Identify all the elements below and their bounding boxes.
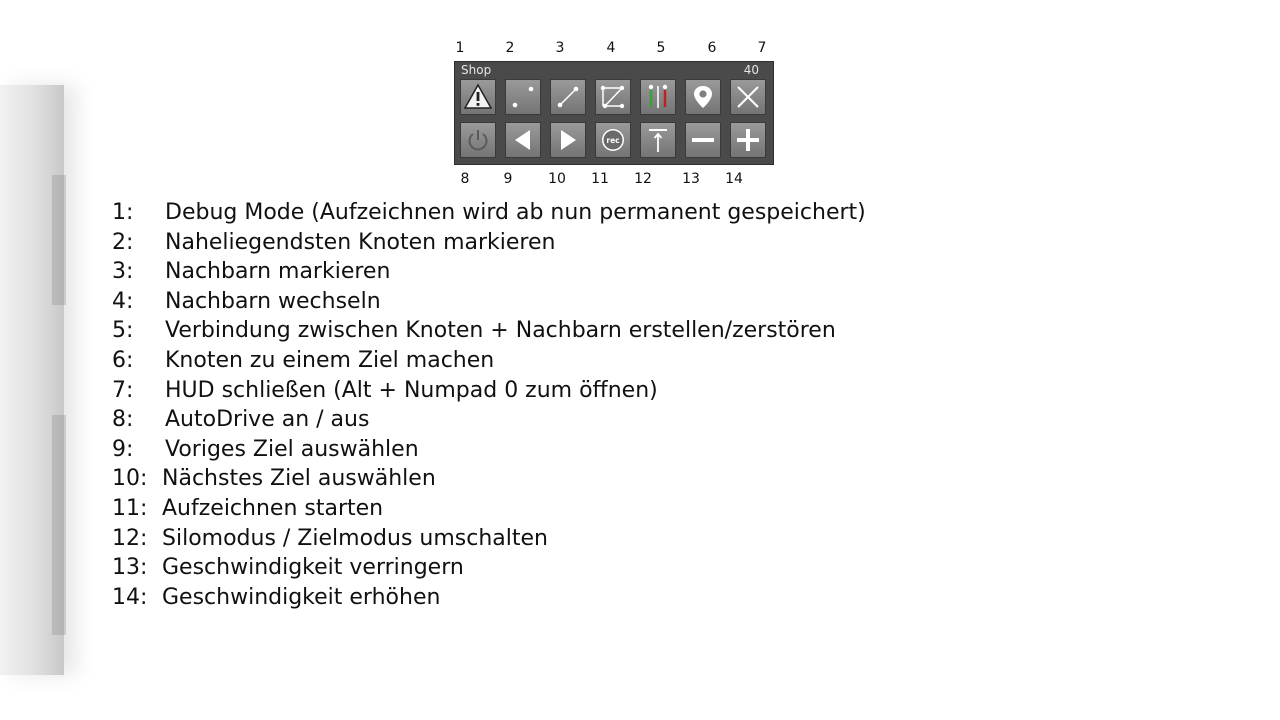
- legend-number: 6:: [112, 347, 134, 373]
- next-destination-button[interactable]: [550, 122, 586, 158]
- start-recording-button[interactable]: [595, 122, 631, 158]
- legend-number: 10:: [112, 466, 148, 492]
- legend-text: Silomodus / Zielmodus umschalten: [162, 525, 548, 551]
- legend-item: [112, 257, 866, 287]
- legend-text: Nächstes Ziel auswählen: [162, 466, 436, 492]
- background-blur: [0, 85, 64, 675]
- silo-mode-toggle-button[interactable]: [640, 122, 676, 158]
- legend-item: [112, 376, 866, 406]
- plus-icon: [733, 125, 763, 155]
- legend-text: Nachbarn wechseln: [165, 288, 381, 314]
- legend-text: Debug Mode (Aufzeichnen wird ab nun permanent gespeichert): [165, 200, 866, 225]
- hud-speed: 40: [743, 63, 759, 77]
- hud-number-13: 13: [682, 171, 700, 187]
- hud-number-6: 6: [707, 40, 717, 56]
- hud-number-4: 4: [606, 40, 616, 56]
- record-icon: [598, 125, 628, 155]
- increase-speed-button[interactable]: [730, 122, 766, 158]
- hud-diagram: [440, 36, 790, 192]
- legend-number: 9:: [112, 436, 134, 462]
- previous-destination-button[interactable]: [505, 122, 541, 158]
- legend-text: Knoten zu einem Ziel machen: [165, 347, 495, 373]
- hud-number-12: 12: [634, 171, 652, 187]
- map-marker-icon: [688, 82, 718, 112]
- legend-number: 3:: [112, 259, 134, 285]
- legend-item: [112, 316, 866, 346]
- legend-text: Verbindung zwischen Knoten + Nachbarn erstellen/zerstören: [165, 318, 836, 344]
- legend-item: [112, 405, 866, 435]
- switch-neighbors-button[interactable]: [595, 79, 631, 115]
- make-destination-button[interactable]: [685, 79, 721, 115]
- hud-number-8: 8: [460, 171, 470, 187]
- hud-number-10: 10: [548, 171, 566, 187]
- legend-item: [112, 228, 866, 258]
- hud-number-3: 3: [555, 40, 565, 56]
- legend-text: Aufzeichnen starten: [162, 495, 384, 521]
- hud-number-7: 7: [757, 40, 767, 56]
- legend-list: [112, 198, 866, 612]
- legend-number: 14:: [112, 584, 148, 610]
- legend-number: 5:: [112, 318, 134, 344]
- legend-number: 13:: [112, 555, 148, 581]
- legend-number: 1:: [112, 200, 134, 225]
- autodrive-toggle-button[interactable]: [460, 122, 496, 158]
- hud-number-11: 11: [591, 171, 609, 187]
- hud-panel: [454, 61, 774, 165]
- arrow-left-icon: [508, 125, 538, 155]
- legend-item: [112, 553, 866, 583]
- legend-item: [112, 524, 866, 554]
- legend-item: [112, 287, 866, 317]
- mark-neighbors-button[interactable]: [550, 79, 586, 115]
- hud-number-14: 14: [725, 171, 743, 187]
- record-label: rec: [606, 135, 620, 145]
- legend-number: 2:: [112, 229, 134, 255]
- legend-text: Geschwindigkeit erhöhen: [162, 584, 441, 610]
- legend-text: Voriges Ziel auswählen: [165, 436, 419, 462]
- legend-text: Geschwindigkeit verringern: [162, 555, 464, 581]
- connection-toggle-icon: [643, 82, 673, 112]
- mark-nearest-node-button[interactable]: [505, 79, 541, 115]
- power-icon: [463, 125, 493, 155]
- legend-item: [112, 435, 866, 465]
- hud-number-1: 1: [455, 40, 465, 56]
- legend-text: Nachbarn markieren: [165, 259, 391, 285]
- switch-neighbors-icon: [598, 82, 628, 112]
- silo-mode-icon: [643, 125, 673, 155]
- minus-icon: [688, 125, 718, 155]
- toggle-connection-button[interactable]: [640, 79, 676, 115]
- legend-text: Naheliegendsten Knoten markieren: [165, 229, 556, 255]
- debug-mode-button[interactable]: [460, 79, 496, 115]
- legend-number: 11:: [112, 495, 148, 521]
- connect-line-icon: [553, 82, 583, 112]
- legend-number: 8:: [112, 407, 134, 433]
- legend-text: AutoDrive an / aus: [165, 407, 370, 433]
- decrease-speed-button[interactable]: [685, 122, 721, 158]
- legend-text: HUD schließen (Alt + Numpad 0 zum öffnen): [165, 377, 658, 403]
- arrow-right-icon: [553, 125, 583, 155]
- legend-item: [112, 346, 866, 376]
- legend-item: [112, 494, 866, 524]
- close-icon: [733, 82, 763, 112]
- legend-number: 12:: [112, 525, 148, 551]
- hud-number-2: 2: [505, 40, 515, 56]
- close-hud-button[interactable]: [730, 79, 766, 115]
- legend-item: [112, 464, 866, 494]
- hud-number-5: 5: [656, 40, 666, 56]
- hud-title: Shop: [461, 63, 492, 77]
- node-dots-icon: [508, 82, 538, 112]
- hud-number-9: 9: [503, 171, 513, 187]
- legend-number: 4:: [112, 288, 134, 314]
- legend-item: [112, 583, 866, 613]
- legend-item: [112, 198, 866, 228]
- warning-icon: [463, 82, 493, 112]
- legend-number: 7:: [112, 377, 134, 403]
